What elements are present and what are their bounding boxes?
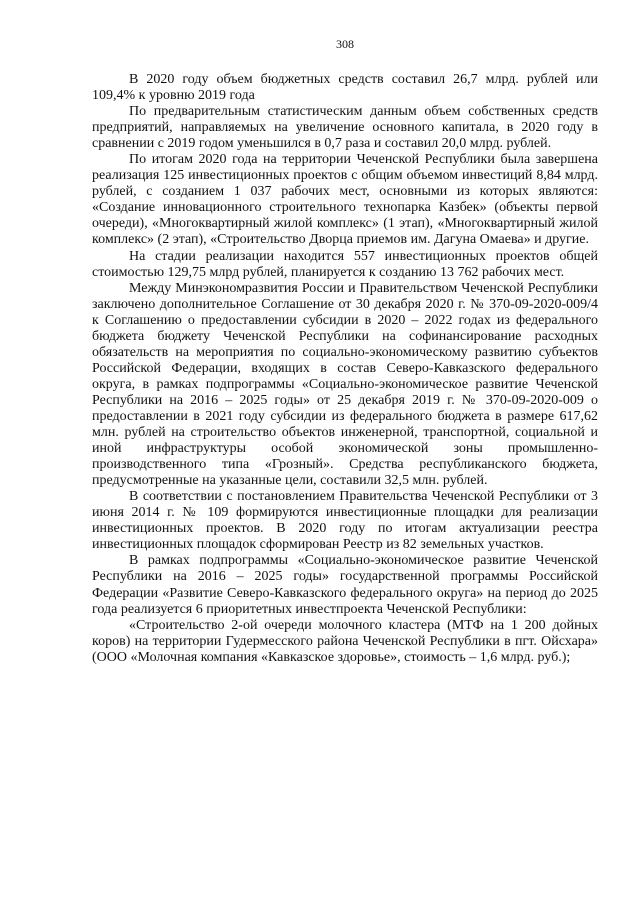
paragraph-own-funds: По предварительным статистическим данным объем собственных средств предприятий, направляемых на увеличение основного капитала, в 2020 году в сравнении с 2019 годом уменьшился в 0,7 раза и составил 20,0 млрд. рублей. [92,104,598,152]
paragraph-agreement: Между Минэкономразвития России и Правительством Чеченской Республики заключено дополнительное Соглашение от 30 декабря 2020 г. № 370-09-2020-009/4 к Соглашению о предоставлении субсидии в 2020 – 2022 годах из федерального бюджета бюджету Чеченской Республики на софинансирование расходных обязательств на мероприятия по социально-экономическому развитию субъектов Российской Федерации, входящих в состав Северо-Кавказского федерального округа, в рамках подпрограммы «Социально-экономическое развитие Чеченской Республики на 2016 – 2025 годы» от 25 декабря 2019 г. № 370-09-2020-009 о предоставлении в 2021 году субсидии из федерального бюджета в размере 617,62 млн. рублей на строительство объектов инженерной, транспортной, социальной и иной инфраструктуры особой экономической зоны промышленно-производственного типа «Грозный». Средства республиканского бюджета, предусмотренные на указанные цели, составили 32,5 млн. рублей. [92,280,598,489]
paragraph-projects-in-progress: На стадии реализации находится 557 инвестиционных проектов общей стоимостью 129,75 млрд рублей, планируется к созданию 13 762 рабочих мест. [92,248,598,280]
paragraph-completed-projects: По итогам 2020 года на территории Чеченской Республики была завершена реализация 125 инвестиционных проектов с общим объемом инвестиций 8,84 млрд. рублей, с созданием 1 037 рабочих мест, основными из которых являются: «Создание инновационного строительного технопарка Казбек» (объекты первой очереди), «Многоквартирный жилой комплекс» (1 этап), «Многоквартирный жилой комплекс» (2 этап), «Строительство Дворца приемов им. Дагуна Омаева» и другие. [92,152,598,248]
paragraph-priority-projects: В рамках подпрограммы «Социально-экономическое развитие Чеченской Республики на 2016 – 2025 годы» государственной программы Российской Федерации «Развитие Северо-Кавказского федерального округа» на период до 2025 года реализуется 6 приоритетных инвестпроекта Чеченской Республики: [92,553,598,617]
paragraph-budget-funds: В 2020 году объем бюджетных средств составил 26,7 млрд. рублей или 109,4% к уровню 2019 года [92,72,598,104]
document-page [92,36,598,666]
page-number: 308 [336,37,354,51]
paragraph-dairy-cluster: «Строительство 2-ой очереди молочного кластера (МТФ на 1 200 дойных коров) на территории Гудермесского района Чеченской Республики в пгт. Ойсхара» (ООО «Молочная компания «Кавказское здоровье», стоимость – 1,6 млрд. руб.); [92,617,598,665]
paragraph-investment-sites: В соответствии с постановлением Правительства Чеченской Республики от 3 июня 2014 г. № 109 формируются инвестиционные площадки для реализации инвестиционных проектов. В 2020 году по итогам актуализации реестра инвестиционных площадок сформирован Реестр из 82 земельных участков. [92,489,598,553]
